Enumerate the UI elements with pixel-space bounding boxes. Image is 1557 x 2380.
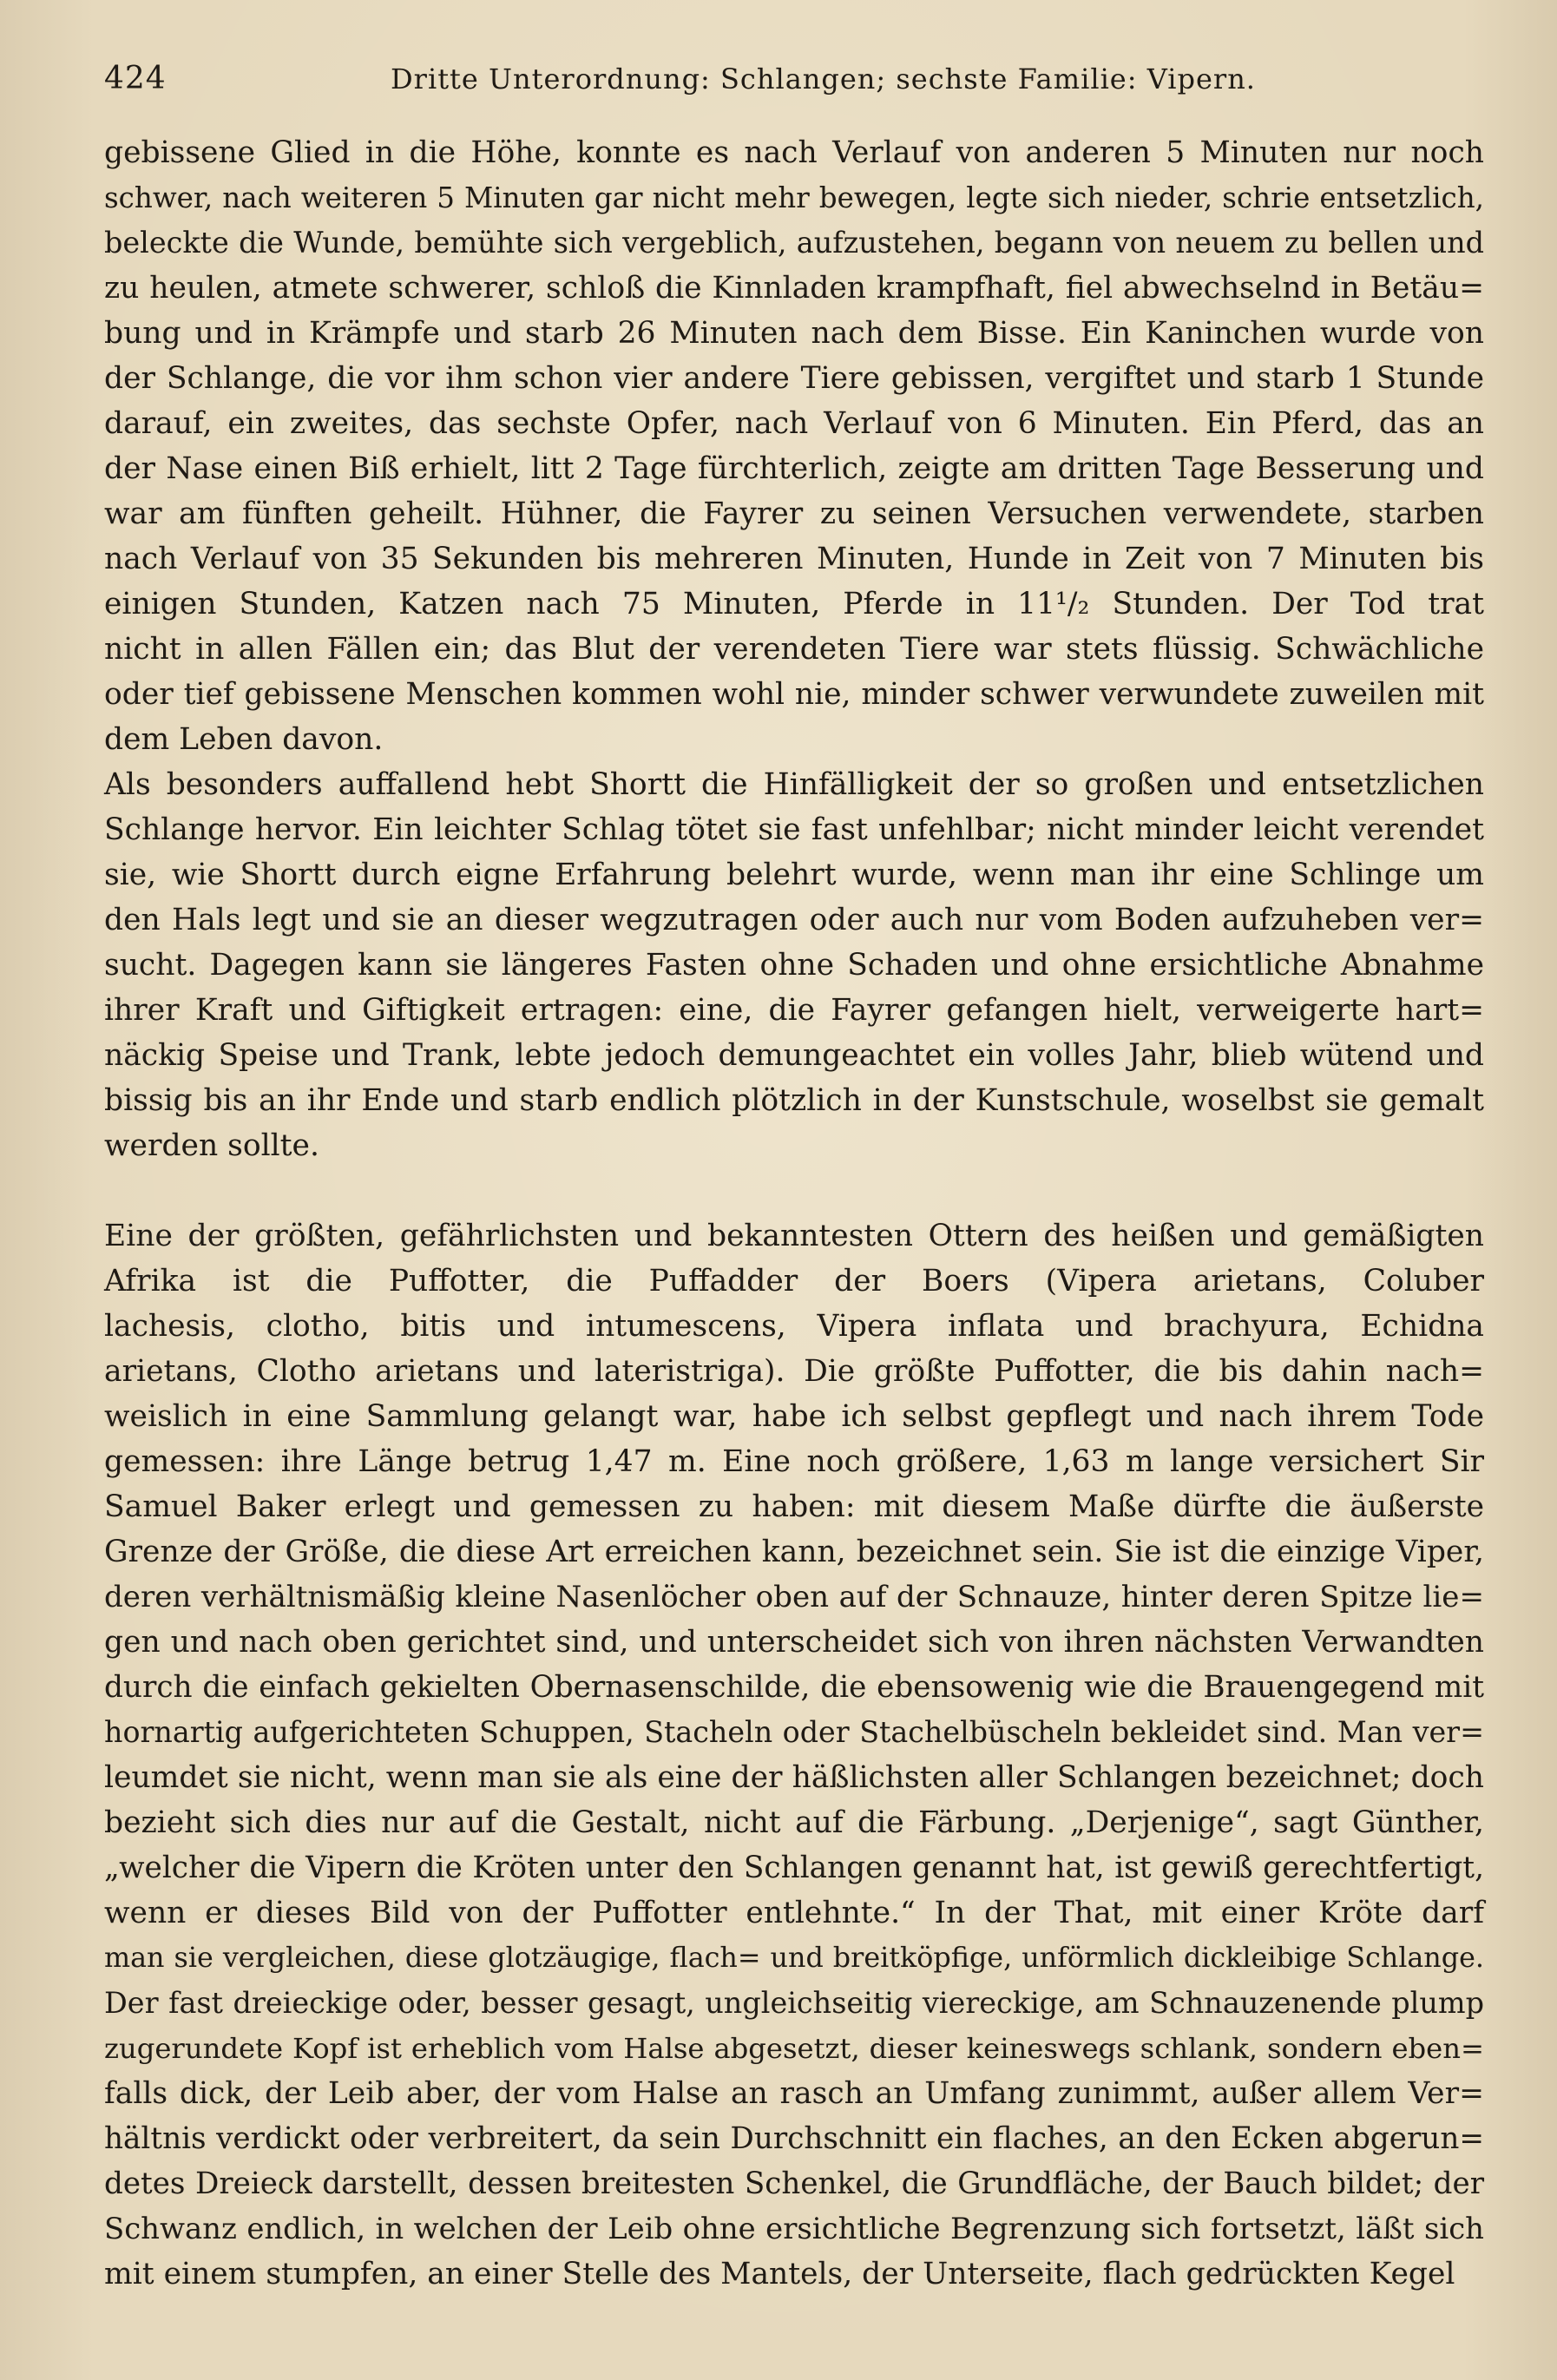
text-line: schwer, nach weiteren 5 Minuten gar nicht mehr bewegen, legte sich nieder, schrie entsetzlich, (104, 181, 1484, 214)
running-head: Dritte Unterordnung: Schlangen; sechste Familie: Vipern. (391, 62, 1256, 95)
text-line: mit einem stumpfen, an einer Stelle des Mantels, der Unterseite, flach gedrückten Kegel (104, 2257, 1455, 2291)
body-text (104, 130, 1484, 2297)
page-number: 424 (104, 61, 167, 96)
text-line: gen und nach oben gerichtet sind, und unterscheidet sich von ihren nächsten Verwandten (104, 1625, 1484, 1660)
text-line: oder tief gebissene Menschen kommen wohl nie, minder schwer verwundete zuweilen mit (104, 677, 1484, 712)
text-line: darauf, ein zweites, das sechste Opfer, nach Verlauf von 6 Minuten. Ein Pferd, das an (104, 406, 1484, 441)
text-line: Samuel Baker erlegt und gemessen zu haben: mit diesem Maße dürfte die äußerste (104, 1489, 1484, 1524)
text-line: man sie vergleichen, diese glotzäugige, flach= und breitköpfige, unförmlich dickleibige Schlange. (104, 1943, 1484, 1974)
text-line: nach Verlauf von 35 Sekunden bis mehreren Minuten, Hunde in Zeit von 7 Minuten bis (104, 542, 1484, 576)
text-line: deren verhältnismäßig kleine Nasenlöcher oben auf der Schnauze, hinter deren Spitze lie= (104, 1580, 1484, 1614)
text-line: dem Leben davon. (104, 722, 384, 757)
text-line: detes Dreieck darstellt, dessen breitesten Schenkel, die Grundfläche, der Bauch bildet; der (104, 2166, 1484, 2201)
text-line: werden sollte. (104, 1128, 319, 1163)
text-line: war am fünften geheilt. Hühner, die Fayrer zu seinen Versuchen verwendete, starben (104, 496, 1484, 531)
paragraph-gap (104, 1168, 1484, 1213)
text-line: der Schlange, die vor ihm schon vier andere Tiere gebissen, vergiftet und starb 1 Stunde (104, 361, 1484, 396)
page-header (104, 61, 1484, 104)
text-line: Als besonders auffallend hebt Shortt die Hinfälligkeit der so großen und entsetzlichen (104, 767, 1484, 802)
text-line: Der fast dreieckige oder, besser gesagt, ungleichseitig viereckige, am Schnauzenende plump (104, 1986, 1484, 2020)
text-line: Grenze der Größe, die diese Art erreichen kann, bezeichnet sein. Sie ist die einzige Viper, (104, 1535, 1484, 1569)
text-line: „welcher die Vipern die Kröten unter den Schlangen genannt hat, ist gewiß gerechtfertigt, (104, 1851, 1484, 1885)
text-line: beleckte die Wunde, bemühte sich vergeblich, aufzustehen, begann von neuem zu bellen und (104, 226, 1484, 260)
text-line: sucht. Dagegen kann sie längeres Fasten ohne Schaden und ohne ersichtliche Abnahme (104, 948, 1484, 983)
text-line: den Hals legt und sie an dieser wegzutragen oder auch nur vom Boden aufzuheben ver= (104, 903, 1484, 937)
text-line: einigen Stunden, Katzen nach 75 Minuten, Pferde in 11¹/₂ Stunden. Der Tod trat (104, 587, 1484, 621)
text-line: der Nase einen Biß erhielt, litt 2 Tage fürchterlich, zeigte am dritten Tage Besserung und (104, 451, 1484, 486)
text-line: bissig bis an ihr Ende und starb endlich plötzlich in der Kunstschule, woselbst sie gemalt (104, 1083, 1484, 1118)
text-line: lachesis, clotho, bitis und intumescens, Vipera inflata und brachyura, Echidna (104, 1309, 1484, 1344)
text-line: nicht in allen Fällen ein; das Blut der verendeten Tiere war stets flüssig. Schwächliche (104, 632, 1484, 667)
text-line: hältnis verdickt oder verbreitert, da sein Durchschnitt ein flaches, an den Ecken abgerun= (104, 2121, 1484, 2156)
text-line: leumdet sie nicht, wenn man sie als eine der häßlichsten aller Schlangen bezeichnet; doch (104, 1760, 1484, 1795)
text-line: hornartig aufgerichteten Schuppen, Stacheln oder Stachelbüscheln bekleidet sind. Man ver= (104, 1715, 1484, 1749)
text-line: Afrika ist die Puffotter, die Puffadder der Boers (Vipera arietans, Coluber (104, 1264, 1484, 1298)
text-line: Eine der größten, gefährlichsten und bekanntesten Ottern des heißen und gemäßigten (104, 1219, 1484, 1253)
paragraph (104, 1213, 1484, 2297)
text-line: zugerundete Kopf ist erheblich vom Halse abgesetzt, dieser keineswegs schlank, sondern eben= (104, 2032, 1484, 2065)
text-line: ihrer Kraft und Giftigkeit ertragen: eine, die Fayrer gefangen hielt, verweigerte hart= (104, 993, 1484, 1028)
text-line: wenn er dieses Bild von der Puffotter entlehnte.“ In der That, mit einer Kröte darf (104, 1896, 1484, 1930)
text-line: falls dick, der Leib aber, der vom Halse an rasch an Umfang zunimmt, außer allem Ver= (104, 2076, 1484, 2111)
text-line: Schwanz endlich, in welchen der Leib ohne ersichtliche Begrenzung sich fortsetzt, läßt sich (104, 2212, 1484, 2245)
text-line: weislich in eine Sammlung gelangt war, habe ich selbst gepflegt und nach ihrem Tode (104, 1399, 1484, 1434)
text-line: näckig Speise und Trank, lebte jedoch demungeachtet ein volles Jahr, blieb wütend und (104, 1038, 1484, 1073)
text-line: gemessen: ihre Länge betrug 1,47 m. Eine noch größere, 1,63 m lange versichert Sir (104, 1444, 1484, 1479)
text-line: zu heulen, atmete schwerer, schloß die Kinnladen krampfhaft, fiel abwechselnd in Betäu= (104, 271, 1484, 306)
text-line: durch die einfach gekielten Obernasenschilde, die ebensowenig wie die Brauengegend mit (104, 1670, 1484, 1705)
paragraph (104, 130, 1484, 762)
text-line: arietans, Clotho arietans und lateristriga). Die größte Puffotter, die bis dahin nach= (104, 1354, 1484, 1389)
paragraph (104, 762, 1484, 1168)
text-line: bezieht sich dies nur auf die Gestalt, nicht auf die Färbung. „Derjenige“, sagt Günther, (104, 1805, 1484, 1840)
text-line: gebissene Glied in die Höhe, konnte es nach Verlauf von anderen 5 Minuten nur noch (104, 135, 1484, 170)
text-line: bung und in Krämpfe und starb 26 Minuten nach dem Bisse. Ein Kaninchen wurde von (104, 316, 1484, 351)
text-line: sie, wie Shortt durch eigne Erfahrung belehrt wurde, wenn man ihr eine Schlinge um (104, 858, 1484, 892)
text-line: Schlange hervor. Ein leichter Schlag tötet sie fast unfehlbar; nicht minder leicht verendet (104, 812, 1484, 847)
